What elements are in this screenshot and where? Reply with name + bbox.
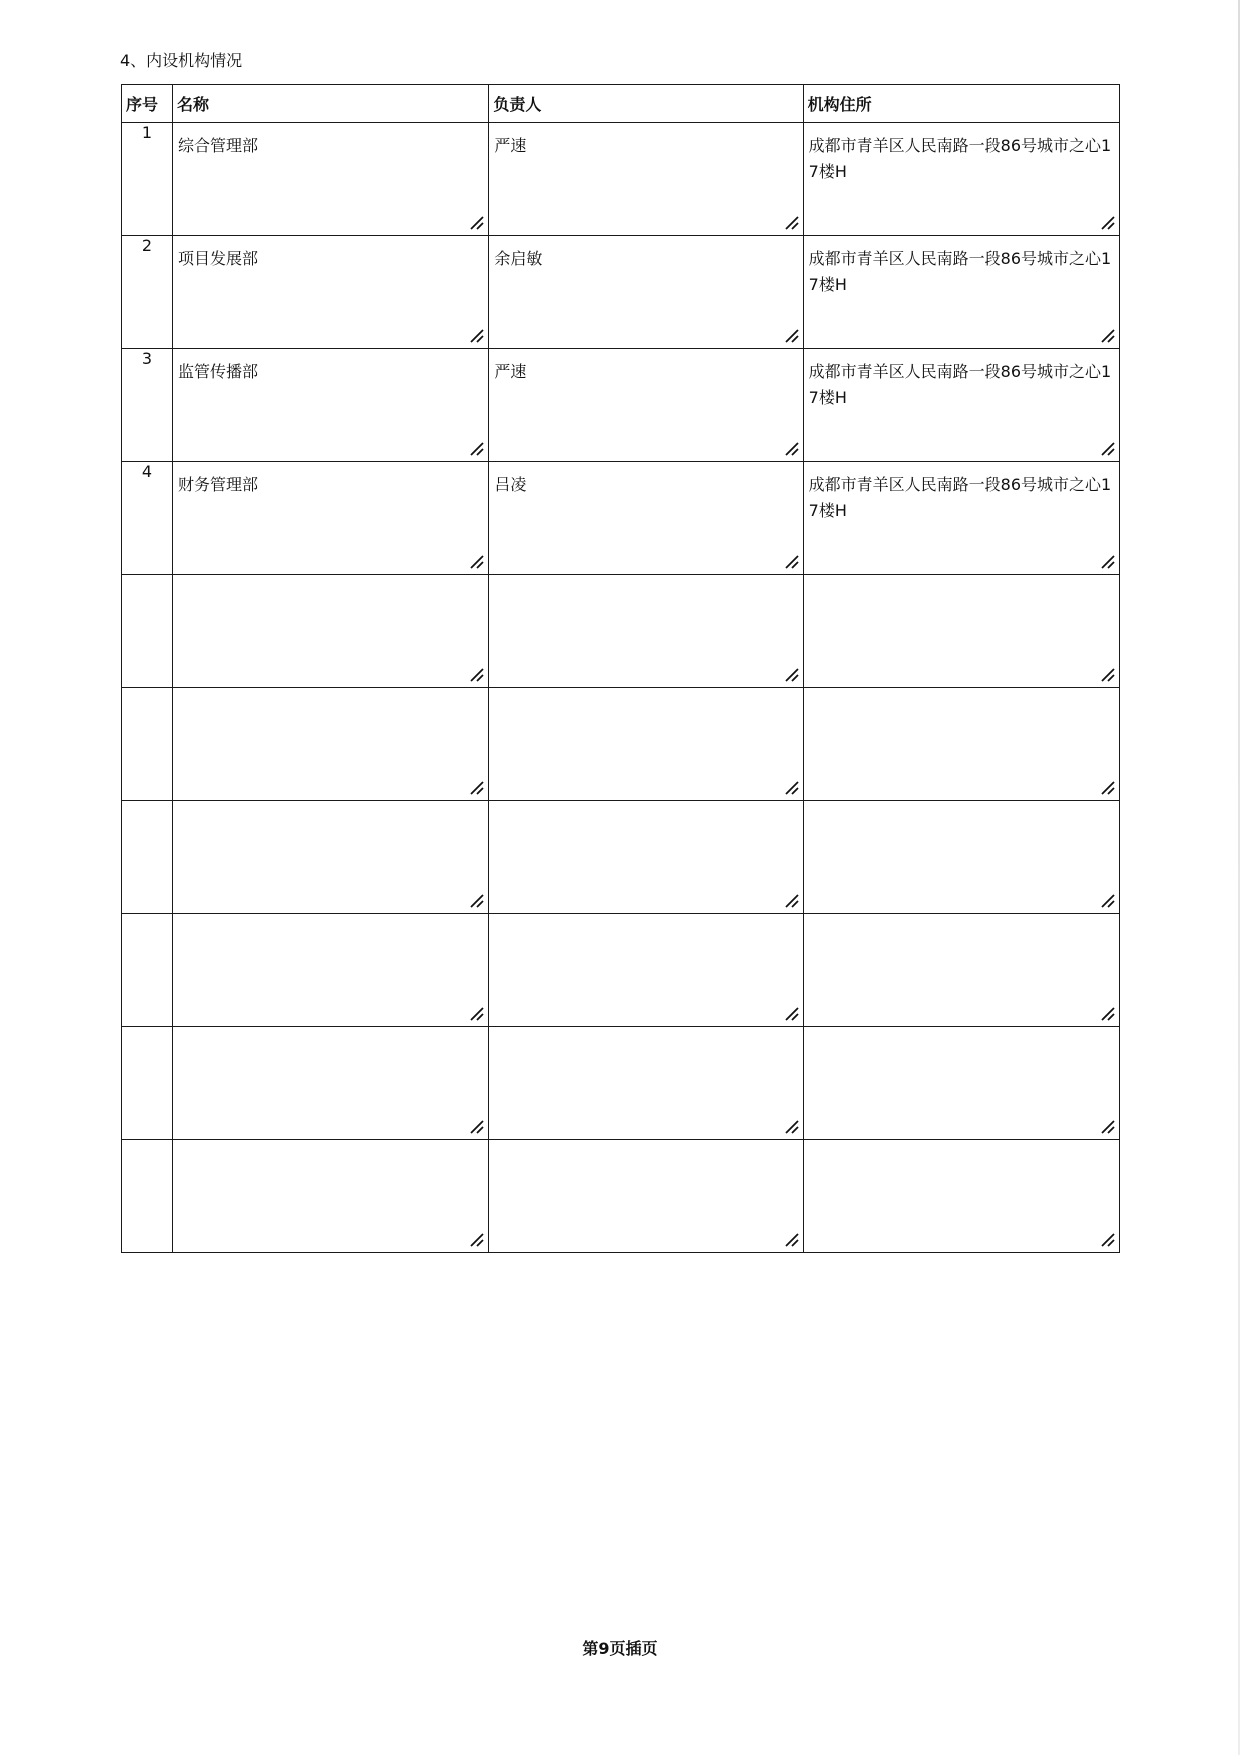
head-text: 吕凌 [494, 475, 527, 494]
head-cell[interactable] [489, 575, 803, 688]
resize-handle-icon [468, 214, 486, 232]
head-cell[interactable] [489, 349, 803, 462]
header-address: 机构住所 [803, 85, 1119, 123]
resize-handle-icon [468, 327, 486, 345]
address-text [804, 1140, 1119, 1150]
header-seq: 序号 [122, 85, 173, 123]
name-text [173, 1027, 488, 1037]
resize-handle-icon [783, 1118, 801, 1136]
address-text [804, 575, 1119, 585]
address-cell[interactable] [803, 575, 1119, 688]
table-row [122, 236, 1120, 349]
resize-handle-icon [468, 779, 486, 797]
name-cell[interactable] [173, 688, 489, 801]
resize-handle-icon [1099, 779, 1117, 797]
head-cell[interactable] [489, 914, 803, 1027]
resize-handle-icon [783, 440, 801, 458]
resize-handle-icon [1099, 1118, 1117, 1136]
name-cell[interactable] [173, 349, 489, 462]
head-text [489, 801, 802, 811]
name-cell[interactable] [173, 462, 489, 575]
head-cell[interactable] [489, 123, 803, 236]
name-cell[interactable] [173, 1140, 489, 1253]
resize-handle-icon [1099, 327, 1117, 345]
head-cell[interactable] [489, 801, 803, 914]
name-cell[interactable] [173, 236, 489, 349]
resize-handle-icon [468, 440, 486, 458]
address-text [804, 801, 1119, 811]
head-text [489, 688, 802, 698]
seq-cell: 4 [122, 462, 173, 575]
table-row [122, 349, 1120, 462]
resize-handle-icon [783, 779, 801, 797]
head-text: 严速 [494, 136, 527, 155]
name-cell[interactable] [173, 123, 489, 236]
table-body [122, 123, 1120, 1253]
resize-handle-icon [1099, 553, 1117, 571]
head-text: 严速 [494, 362, 527, 381]
address-cell[interactable] [803, 236, 1119, 349]
resize-handle-icon [468, 1231, 486, 1249]
resize-handle-icon [1099, 440, 1117, 458]
name-text [173, 575, 488, 585]
head-text [489, 1140, 802, 1150]
resize-handle-icon [468, 553, 486, 571]
head-text [489, 914, 802, 924]
table-row [122, 914, 1120, 1027]
table-row [122, 801, 1120, 914]
address-text [804, 688, 1119, 698]
resize-handle-icon [783, 1005, 801, 1023]
head-cell[interactable] [489, 236, 803, 349]
resize-handle-icon [783, 327, 801, 345]
name-cell[interactable] [173, 914, 489, 1027]
resize-handle-icon [783, 666, 801, 684]
table-row [122, 688, 1120, 801]
address-cell[interactable] [803, 801, 1119, 914]
resize-handle-icon [1099, 1005, 1117, 1023]
address-cell[interactable] [803, 914, 1119, 1027]
resize-handle-icon [783, 1231, 801, 1249]
resize-handle-icon [468, 892, 486, 910]
header-name: 名称 [173, 85, 489, 123]
seq-cell: 3 [122, 349, 173, 462]
address-cell[interactable] [803, 688, 1119, 801]
seq-cell: 1 [122, 123, 173, 236]
name-text: 项目发展部 [178, 249, 259, 268]
name-cell[interactable] [173, 1027, 489, 1140]
address-text [804, 914, 1119, 924]
resize-handle-icon [468, 1118, 486, 1136]
address-text: 成都市青羊区人民南路一段86号城市之心17楼H [808, 249, 1112, 294]
name-text: 财务管理部 [178, 475, 259, 494]
name-text [173, 688, 488, 698]
address-text: 成都市青羊区人民南路一段86号城市之心17楼H [808, 362, 1112, 407]
resize-handle-icon [783, 553, 801, 571]
seq-cell [122, 688, 173, 801]
org-table [121, 84, 1120, 1253]
seq-cell [122, 914, 173, 1027]
head-text [489, 1027, 802, 1037]
table-row [122, 462, 1120, 575]
table-row [122, 1140, 1120, 1253]
resize-handle-icon [468, 666, 486, 684]
address-cell[interactable] [803, 1140, 1119, 1253]
seq-cell [122, 1140, 173, 1253]
head-text: 余启敏 [494, 249, 543, 268]
head-text [489, 575, 802, 585]
address-cell[interactable] [803, 462, 1119, 575]
address-cell[interactable] [803, 349, 1119, 462]
address-text [804, 1027, 1119, 1037]
table-row [122, 1027, 1120, 1140]
name-text [173, 801, 488, 811]
resize-handle-icon [1099, 892, 1117, 910]
name-text: 监管传播部 [178, 362, 259, 381]
name-cell[interactable] [173, 575, 489, 688]
table-row [122, 123, 1120, 236]
name-text [173, 914, 488, 924]
seq-cell [122, 575, 173, 688]
address-cell[interactable] [803, 123, 1119, 236]
name-cell[interactable] [173, 801, 489, 914]
section-title: 4、内设机构情况 [120, 51, 243, 70]
table-row [122, 575, 1120, 688]
resize-handle-icon [1099, 666, 1117, 684]
address-text: 成都市青羊区人民南路一段86号城市之心17楼H [808, 136, 1112, 181]
seq-cell [122, 801, 173, 914]
address-text: 成都市青羊区人民南路一段86号城市之心17楼H [808, 475, 1112, 520]
resize-handle-icon [468, 1005, 486, 1023]
page-footer: 第9页插页 [582, 1639, 658, 1658]
head-cell[interactable] [489, 462, 803, 575]
name-text: 综合管理部 [178, 136, 259, 155]
name-text [173, 1140, 488, 1150]
seq-cell [122, 1027, 173, 1140]
resize-handle-icon [1099, 214, 1117, 232]
header-head: 负责人 [489, 85, 803, 123]
head-cell[interactable] [489, 1027, 803, 1140]
table-header-row [122, 85, 1120, 123]
resize-handle-icon [1099, 1231, 1117, 1249]
address-cell[interactable] [803, 1027, 1119, 1140]
head-cell[interactable] [489, 688, 803, 801]
seq-cell: 2 [122, 236, 173, 349]
resize-handle-icon [783, 214, 801, 232]
resize-handle-icon [783, 892, 801, 910]
head-cell[interactable] [489, 1140, 803, 1253]
